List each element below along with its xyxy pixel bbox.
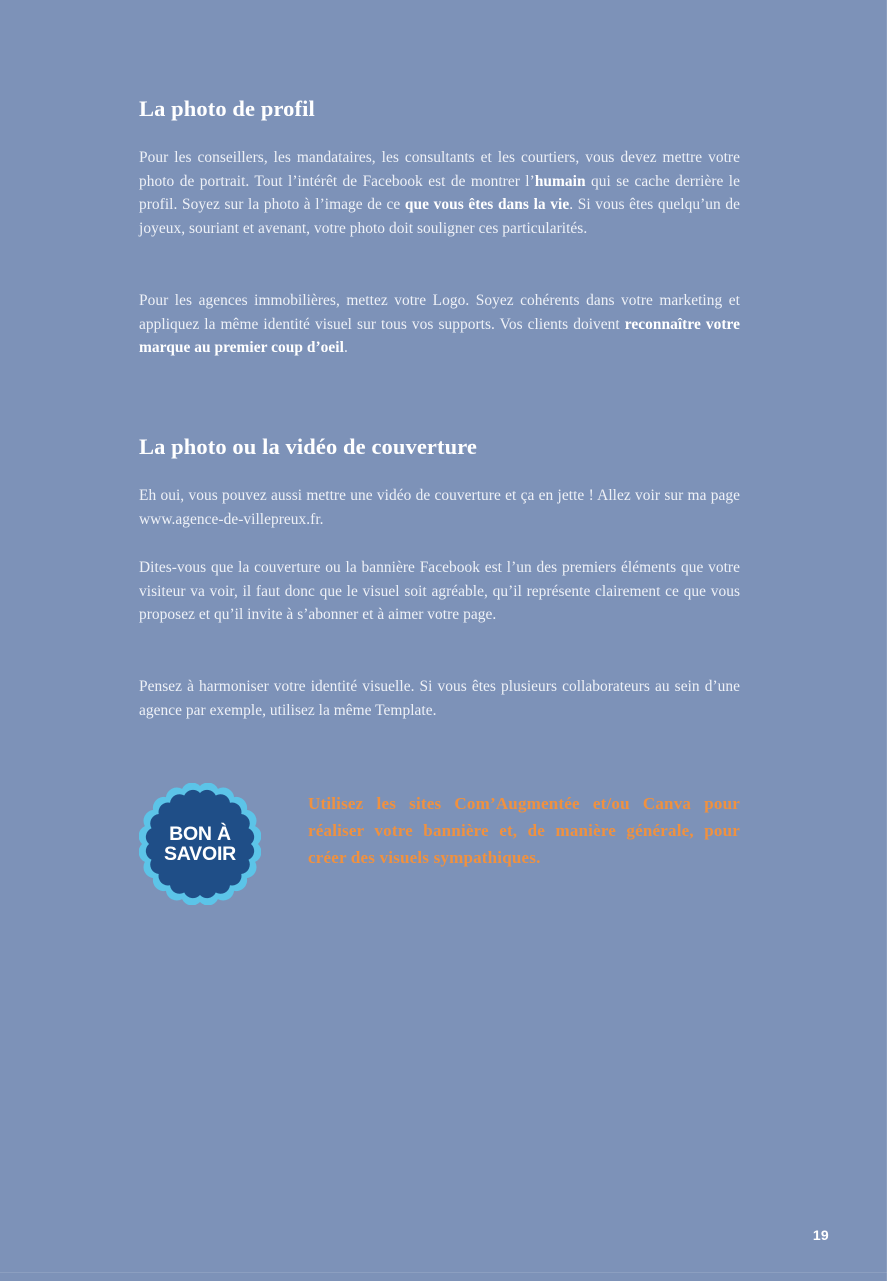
text-run: Pensez à harmoniser votre identité visuelle. Si vous êtes plusieurs collaborateurs au sein d’une agence par exemple, utilisez la même Template.	[139, 678, 740, 719]
page-number: 19	[812, 1227, 829, 1243]
paragraph-profil-1	[139, 146, 740, 240]
text-run: Pour les agences immobilières, mettez votre Logo. Soyez cohérents dans votre marketing et appliquez la même identité visuel sur tous vos supports. Vos clients doivent	[139, 292, 740, 333]
page-edge-bottom	[0, 1272, 887, 1273]
text-run: Pour les conseillers, les mandataires, les consultants et les courtiers, vous devez mettre votre photo de portrait. Tout l’intérêt de Facebook est de montrer l’	[139, 149, 740, 190]
paragraph-couverture-1	[139, 484, 740, 531]
callout-text: Utilisez les sites Com’Augmentée et/ou Canva pour réaliser votre bannière et, de manière générale, pour créer des visuels sympathiques.	[308, 794, 740, 867]
section-heading-photo-video-couverture: La photo ou la vidéo de couverture	[139, 434, 477, 459]
text-run-bold: reconnaître votre marque au premier coup d’oeil	[139, 315, 741, 357]
text-run: . Si vous êtes quelqu’un de joyeux, souriant et avenant, votre photo doit souligner ces particularités.	[139, 196, 741, 237]
text-run: Eh oui, vous pouvez aussi mettre une vidéo de couverture et ça en jette ! Allez voir sur ma page www.agence-de-villepreux.fr.	[139, 487, 740, 528]
badge-label-line2: SAVOIR	[163, 843, 237, 865]
section-heading-photo-de-profil: La photo de profil	[139, 96, 315, 121]
paragraph-couverture-2	[139, 556, 740, 627]
badge-label-line1: BON À	[169, 823, 231, 845]
text-run-bold: humain	[534, 172, 586, 190]
text-run-bold: que vous êtes dans la vie	[404, 196, 570, 214]
starburst-badge-icon	[139, 783, 261, 905]
text-run: qui se cache derrière le profil. Soyez sur la photo à l’image de ce	[139, 172, 740, 214]
callout-bon-a-savoir	[139, 783, 740, 908]
text-run: Dites-vous que la couverture ou la bannière Facebook est l’un des premiers éléments que votre visiteur va voir, il faut donc que le visuel soit agréable, qu’il représente clairement ce que vous proposez et qu’il invite à s’abonner et à aimer votre page.	[139, 559, 740, 624]
text-run: .	[343, 339, 348, 357]
paragraph-couverture-3	[139, 675, 740, 722]
paragraph-profil-2	[139, 289, 740, 360]
